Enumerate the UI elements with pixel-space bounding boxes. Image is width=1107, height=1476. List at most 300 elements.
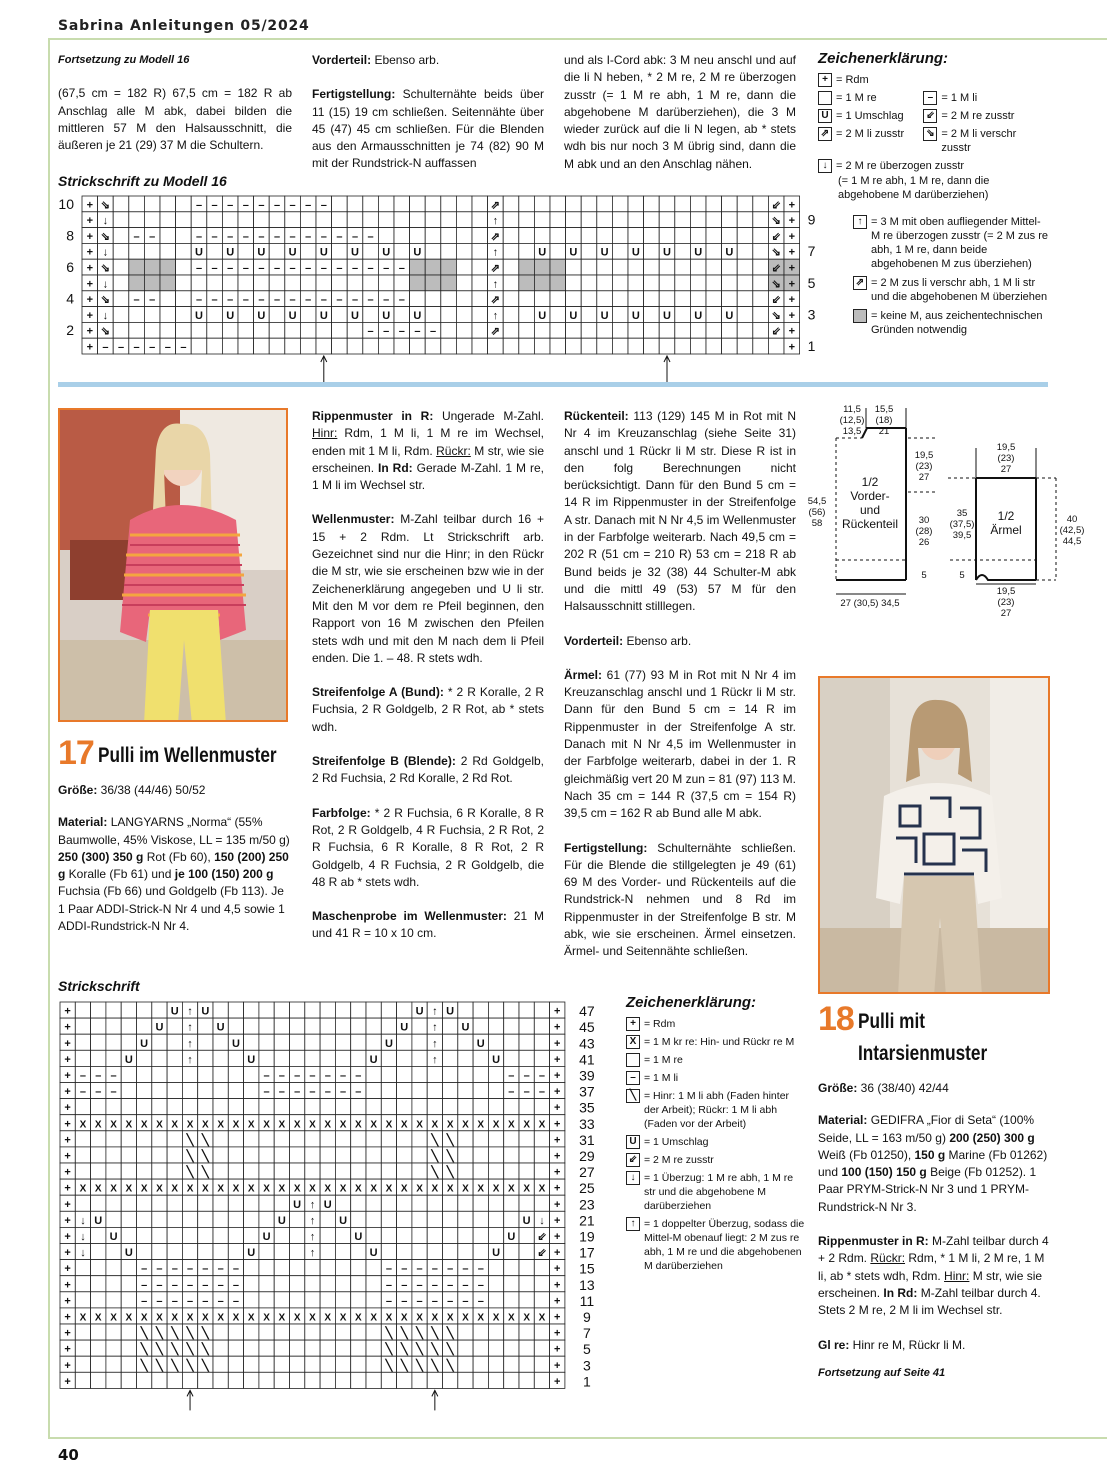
chart17-symbol: ╲	[400, 1359, 408, 1372]
chart17-cell	[397, 1244, 412, 1260]
rippen18-rd: In Rd:	[883, 1285, 918, 1300]
chart17-cell	[381, 1211, 396, 1227]
chart17-cell	[351, 1195, 366, 1211]
chart17-cell	[473, 1211, 488, 1227]
chart16-symbol: –	[383, 325, 390, 338]
chart17-cell	[488, 1276, 503, 1292]
chart17-cell	[167, 1147, 182, 1163]
chart17-symbol: ╲	[400, 1343, 408, 1356]
chart17-symbol: ╲	[431, 1359, 439, 1372]
chart17-cell	[488, 1211, 503, 1227]
chart16-cell	[456, 196, 472, 212]
chart17-symbol: X	[156, 1312, 163, 1324]
chart16-cell	[441, 259, 457, 275]
chart17-cell	[412, 1195, 427, 1211]
chart17-cell	[167, 1244, 182, 1260]
chart17-symbol: U	[155, 1021, 164, 1034]
chart17-cell	[259, 1163, 274, 1179]
chart17-cell	[198, 1066, 213, 1082]
chart16-symbol: U	[226, 309, 235, 322]
chart17-cell	[137, 1099, 152, 1115]
chart16-symbol: –	[242, 199, 249, 212]
chart17-symbol: X	[400, 1183, 408, 1195]
schem-sleeve-1: 1/2	[997, 509, 1015, 523]
schem-bottom: 27 (30,5) 34,5	[840, 598, 900, 609]
rippen18-text-1: M-Zahl teilbar durch 4 + 2 Rdm.	[818, 1234, 1049, 1266]
knit-symbol-icon	[818, 91, 832, 105]
chart16-cell	[144, 259, 160, 275]
chart16-cell	[597, 196, 613, 212]
chart17-cell	[504, 1372, 519, 1388]
chart17-cell	[167, 1131, 182, 1147]
chart16-symbol: +	[788, 215, 796, 228]
schem-sleeve-top: 19,5	[996, 442, 1016, 453]
chart17-cell	[121, 1083, 136, 1099]
chart16-cell	[628, 212, 644, 228]
chart17-cell	[152, 1050, 167, 1066]
chart16-cell	[550, 212, 566, 228]
chart17-cell	[106, 1131, 121, 1147]
chart16-cell	[176, 291, 192, 307]
chart16-cell	[753, 259, 769, 275]
schem-sleeve-bottom3: 27	[1000, 608, 1012, 619]
chart17-cell	[320, 1276, 335, 1292]
chart17-cell	[519, 1002, 534, 1018]
chart17-cell	[91, 1147, 106, 1163]
chart17-cell	[335, 1260, 350, 1276]
chart16-cell	[628, 259, 644, 275]
chart16-symbol: U	[257, 246, 266, 259]
chart16-cell	[129, 196, 145, 212]
chart16-symbol: –	[102, 341, 109, 354]
chart16-cell	[503, 275, 519, 291]
chart17-row-label: 41	[579, 1051, 595, 1068]
chart17-symbol: U	[124, 1247, 133, 1260]
chart16-symbol: U	[319, 246, 328, 259]
model18-title	[818, 1002, 1016, 1066]
chart17-row-label: 21	[579, 1212, 595, 1229]
chart16-cell	[238, 322, 254, 338]
chart17-symbol: U	[522, 1214, 531, 1227]
chart17-cell	[504, 1034, 519, 1050]
chart17-symbol: ╲	[140, 1359, 148, 1372]
schem-body-3: und	[859, 503, 881, 517]
chart17-cell	[274, 1372, 289, 1388]
chart17-cell	[75, 1131, 90, 1147]
chart17-symbol: U	[369, 1053, 378, 1066]
chart17-symbol: –	[477, 1263, 484, 1276]
chart17-symbol: ↓	[80, 1247, 86, 1260]
chart17-cell	[121, 1292, 136, 1308]
chart16-symbol: –	[289, 262, 296, 275]
rdm-symbol-icon: +	[818, 73, 832, 87]
chart16-symbol: –	[164, 341, 171, 354]
chart17-symbol: U	[94, 1214, 103, 1227]
chart17-row-label: 17	[579, 1244, 595, 1261]
legend-uberzogen-sub: (= 1 M re abh, 1 M re, dann die abgehobene M darüberziehen)	[838, 175, 990, 201]
chart16-symbol: –	[351, 262, 359, 275]
chart16-cell	[706, 322, 722, 338]
chart17-symbol: X	[232, 1312, 240, 1324]
chart16-cell	[254, 322, 270, 338]
chart17-cell	[290, 1018, 305, 1034]
chart17-symbol: +	[64, 1005, 71, 1018]
chart16-symbol: U	[631, 309, 640, 322]
chart16-cell	[113, 307, 129, 323]
yarn-over-icon: U	[818, 109, 832, 123]
chart16-symbol: ⇙	[771, 294, 781, 307]
chart16-cell	[425, 228, 441, 244]
chart17-cell	[167, 1211, 182, 1227]
chart17-symbol: U	[201, 1005, 210, 1018]
chart17-cell	[473, 1163, 488, 1179]
schem-top-a: 11,5	[843, 404, 861, 415]
chart16-cell	[441, 212, 457, 228]
chart17-symbol: –	[431, 1263, 438, 1276]
chart17-symbol: –	[186, 1295, 194, 1308]
legend-mli-zusstr: = 2 M li zusstr	[836, 128, 905, 140]
chart17-symbol: –	[171, 1263, 178, 1276]
chart17-cell	[290, 1034, 305, 1050]
chart17-cell	[397, 1211, 412, 1227]
chart16-cell	[659, 196, 675, 212]
chart17-cell	[519, 1050, 534, 1066]
chart17-symbol: X	[125, 1312, 133, 1324]
chart16-cell	[550, 259, 566, 275]
chart17-symbol: –	[355, 1086, 362, 1099]
chart17-symbol: +	[64, 1118, 71, 1131]
chart16-symbol: –	[242, 294, 249, 307]
chart17-cell	[320, 1211, 335, 1227]
chart17-symbol: +	[554, 1021, 561, 1034]
chart17-cell	[305, 1163, 320, 1179]
chart16-symbol: +	[788, 325, 796, 338]
chart17-cell	[244, 1340, 259, 1356]
chart17-cell	[473, 1050, 488, 1066]
chart16-cell	[534, 275, 550, 291]
chart16-cell	[644, 196, 660, 212]
chart17-symbol: +	[554, 1166, 561, 1179]
chart16-cell	[690, 322, 706, 338]
chart17-symbol: +	[554, 1295, 561, 1308]
chart17-symbol: U	[124, 1053, 133, 1066]
streifen-b-label: Streifenfolge B (Blende):	[312, 754, 456, 769]
chart16-symbol: –	[242, 262, 249, 275]
chart17-cell	[290, 1324, 305, 1340]
chart16-cell	[503, 243, 519, 259]
chart17-symbol: –	[477, 1295, 484, 1308]
chart17-row-label: 33	[579, 1115, 595, 1132]
chart17-symbol: ╲	[385, 1327, 393, 1340]
chart17-symbol: –	[523, 1070, 530, 1082]
fertigstellung-text: Schulternähte beids über 11 (15) 19 cm schließen. Seitennähte über 45 (47) 45 cm schließen. Für die Blenden aus den Armausschnitten je 74 (82) 90 M mit der Rundstrick-N auffassen	[312, 87, 544, 171]
chart17-symbol: U	[476, 1037, 485, 1050]
chart16-cell	[659, 228, 675, 244]
chart17-symbol: ╲	[186, 1343, 194, 1356]
chart17-cell	[335, 1292, 350, 1308]
legend-mre-zusstr: = 2 M re zusstr	[941, 110, 1015, 122]
chart16-cell	[410, 228, 426, 244]
chart17-cell	[75, 1163, 90, 1179]
chart17-symbol: +	[64, 1295, 71, 1308]
chart16-cell	[503, 291, 519, 307]
chart16-cell	[550, 322, 566, 338]
chart17-cell	[335, 1002, 350, 1018]
chart17-cell	[274, 1340, 289, 1356]
chart16-symbol: ⇘	[100, 325, 111, 338]
chart17-cell	[290, 1292, 305, 1308]
chart17-symbol: U	[339, 1214, 348, 1227]
chart16-cell	[472, 338, 488, 354]
chart16-cell	[316, 275, 332, 291]
chart17-cell	[335, 1050, 350, 1066]
chart17-symbol: X	[202, 1312, 209, 1324]
chart16-cell	[566, 322, 582, 338]
chart17-symbol: X	[523, 1183, 530, 1195]
chart17-cell	[366, 1195, 381, 1211]
chart17-symbol: –	[324, 1086, 331, 1099]
chart17-cell	[488, 1163, 503, 1179]
chart16-cell	[160, 259, 176, 275]
chart16-cell	[347, 212, 363, 228]
chart16-cell	[394, 338, 410, 354]
chart16-cell	[378, 196, 394, 212]
chart17-symbol: –	[416, 1295, 423, 1308]
chart16-cell	[394, 307, 410, 323]
chart17-cell	[488, 1292, 503, 1308]
chart17-cell	[182, 1066, 197, 1082]
chart17-symbol: +	[554, 1037, 561, 1050]
chart16-cell	[176, 212, 192, 228]
model17-number: 17	[58, 734, 94, 772]
chart17-cell	[121, 1002, 136, 1018]
chart16-symbol: +	[788, 341, 796, 354]
schem-sleeve-h: 35	[956, 508, 968, 519]
chart16-symbol: –	[227, 199, 234, 212]
legend2-umschlag: = 1 Umschlag	[644, 1136, 709, 1148]
chart16-cell	[472, 291, 488, 307]
chart16-symbol: +	[86, 309, 94, 322]
chart17-symbol: U	[461, 1021, 470, 1034]
chart16-cell	[753, 291, 769, 307]
chart17-cell	[274, 1034, 289, 1050]
chart17-symbol: –	[263, 1086, 270, 1099]
chart17-symbol: X	[462, 1183, 469, 1195]
rippen18-hinr: Hinr:	[944, 1268, 970, 1283]
chart17-cell	[519, 1260, 534, 1276]
schem-body-4: Rückenteil	[841, 517, 899, 531]
chart17-cell	[213, 1002, 228, 1018]
chart17-cell	[366, 1002, 381, 1018]
chart17-cell	[91, 1372, 106, 1388]
chart16-cell	[300, 338, 316, 354]
chart17-symbol: X	[263, 1119, 270, 1131]
chart16-cell	[628, 228, 644, 244]
model18-column	[818, 1080, 1050, 1382]
chart17-symbol: ╲	[446, 1359, 454, 1372]
chart17-cell	[137, 1244, 152, 1260]
chart17-symbol: +	[554, 1327, 561, 1340]
chart17-symbol: U	[277, 1214, 286, 1227]
chart16-cell	[441, 291, 457, 307]
chart16-symbol: +	[788, 262, 796, 275]
material-text-2: Rot (Fb 60),	[143, 849, 215, 864]
chart17-symbol: +	[554, 1231, 561, 1243]
chart16-cell	[238, 275, 254, 291]
chart16-cell	[300, 243, 316, 259]
chart17-cell	[320, 1292, 335, 1308]
photo-model17	[58, 408, 288, 722]
chart17-cell	[397, 1147, 412, 1163]
chart16-cell	[113, 322, 129, 338]
chart17-symbol: X	[492, 1183, 500, 1195]
chart17-symbol: –	[156, 1295, 163, 1308]
chart16-cell	[472, 322, 488, 338]
chart16-cell	[534, 338, 550, 354]
chart17-cell	[488, 1018, 503, 1034]
magazine-header: Sabrina Anleitungen 05/2024	[58, 18, 310, 34]
central-double-decrease-icon: ↑	[853, 215, 867, 229]
chart17-symbol: –	[186, 1263, 194, 1276]
chart17-symbol: +	[64, 1102, 71, 1115]
chart16-cell	[472, 275, 488, 291]
chart17-cell	[106, 1163, 121, 1179]
chart17-cell	[366, 1292, 381, 1308]
chart16-symbol: –	[258, 294, 265, 307]
chart16-symbol: –	[258, 230, 265, 243]
wellen-text: M-Zahl teilbar durch 16 + 15 + 2 Rdm. Lt Strickschrift arb. Gezeichnet sind nur die Hinr; in den Rückr die M str, wie sie erscheinen bzw wie in der Zeichenerklärung angegeben und U li str. Mit den M vor dem re Pfeil beginnen, den Rapport von 16 M zwischen den Pfeilen stets wdh und mit den M nach dem li Pfeil enden. Die 1. – 48. R stets wdh.	[312, 512, 544, 665]
chart16-cell	[597, 338, 613, 354]
chart17-cell	[274, 1356, 289, 1372]
chart17-symbol: –	[171, 1295, 178, 1308]
chart17-cell	[504, 1131, 519, 1147]
chart17-cell	[381, 1002, 396, 1018]
chart17-cell	[534, 1163, 549, 1179]
rdm2-symbol-icon: +	[626, 1017, 640, 1031]
chart17-symbol: ╲	[431, 1150, 439, 1163]
fertigstellung17-label: Fertigstellung:	[564, 840, 648, 855]
chart17-cell	[519, 1099, 534, 1115]
schem-sleeve-h2: (37,5)	[949, 519, 975, 530]
chart17-cell	[91, 1002, 106, 1018]
chart17-symbol: +	[64, 1214, 71, 1227]
chart16-cell	[472, 212, 488, 228]
chart17-symbol: –	[202, 1279, 209, 1292]
chart17-symbol: –	[141, 1279, 148, 1292]
chart17-symbol: X	[309, 1119, 316, 1131]
chart17-cell	[473, 1356, 488, 1372]
chart17-symbol: X	[339, 1183, 347, 1195]
chart17-cell	[274, 1131, 289, 1147]
chart17-cell	[106, 1050, 121, 1066]
chart17-cell	[519, 1244, 534, 1260]
chart16-cell	[316, 338, 332, 354]
chart16-cell	[612, 322, 628, 338]
chart16-symbol: –	[320, 230, 327, 243]
chart17-cell	[397, 1050, 412, 1066]
chart17-cell	[473, 1099, 488, 1115]
chart17-cell	[75, 1002, 90, 1018]
chart17-cell	[152, 1002, 167, 1018]
chart17-symbol: ╲	[171, 1327, 179, 1340]
chart16-cell	[300, 212, 316, 228]
chart17-cell	[152, 1099, 167, 1115]
chart16-symbol: ⇙	[771, 230, 781, 243]
chart17-symbol: ╲	[186, 1150, 194, 1163]
chart17-cell	[458, 1066, 473, 1082]
stitch-chart-model17	[56, 996, 616, 1412]
chart16-cell	[269, 275, 285, 291]
chart17-symbol: +	[554, 1247, 561, 1260]
chart17-cell	[290, 1002, 305, 1018]
chart17-symbol: +	[64, 1053, 71, 1066]
chart17-symbol: –	[447, 1263, 454, 1276]
chart16-cell	[129, 243, 145, 259]
chart16-cell	[238, 338, 254, 354]
chart17-cell	[397, 1099, 412, 1115]
chart16-cell	[222, 322, 238, 338]
chart17-cell	[488, 1324, 503, 1340]
chart17-cell	[320, 1034, 335, 1050]
chart17-cell	[534, 1131, 549, 1147]
chart16-title: Strickschrift zu Modell 16	[58, 173, 227, 189]
schem-sleeve-r2: (42,5)	[1059, 525, 1085, 536]
chart17-cell	[290, 1356, 305, 1372]
chart17-symbol: –	[508, 1086, 515, 1099]
chart17-cell	[91, 1227, 106, 1243]
chart17-cell	[320, 1324, 335, 1340]
chart17-cell	[244, 1163, 259, 1179]
chart16-symbol: U	[319, 309, 328, 322]
chart17-cell	[290, 1099, 305, 1115]
chart17-cell	[351, 1050, 366, 1066]
chart16-symbol: U	[694, 309, 703, 322]
chart17-symbol: –	[202, 1263, 209, 1276]
chart17-cell	[473, 1372, 488, 1388]
chart17-row-label: 5	[583, 1341, 591, 1358]
chart17-symbol: –	[294, 1086, 301, 1099]
chart17-cell	[335, 1244, 350, 1260]
material-text-3: Koralle (Fb 61) und	[65, 867, 175, 882]
chart17-cell	[228, 1002, 243, 1018]
chart17-symbol: ╲	[446, 1327, 454, 1340]
chart17-cell	[504, 1002, 519, 1018]
chart17-cell	[167, 1050, 182, 1066]
chart17-symbol: X	[293, 1183, 301, 1195]
chart17-cell	[458, 1050, 473, 1066]
chart16-cell	[550, 196, 566, 212]
chart17-symbol: U	[140, 1037, 149, 1050]
chart17-cell	[305, 1050, 320, 1066]
chart16-cell	[363, 275, 379, 291]
chart17-symbol: U	[216, 1021, 225, 1034]
chart17-cell	[167, 1372, 182, 1388]
chart17-cell	[458, 1356, 473, 1372]
chart17-cell	[259, 1034, 274, 1050]
chart17-row-label: 37	[579, 1083, 595, 1100]
chart16-cell	[737, 338, 753, 354]
chart17-cell	[397, 1163, 412, 1179]
chart17-cell	[274, 1147, 289, 1163]
chart17-cell	[427, 1066, 442, 1082]
chart17-cell	[137, 1163, 152, 1179]
chart16-cell	[394, 243, 410, 259]
chart16-cell	[581, 243, 597, 259]
chart17-cell	[397, 1131, 412, 1147]
chart17-symbol: X	[477, 1119, 485, 1131]
chart17-cell	[366, 1372, 381, 1388]
chart17-symbol: +	[64, 1198, 71, 1211]
